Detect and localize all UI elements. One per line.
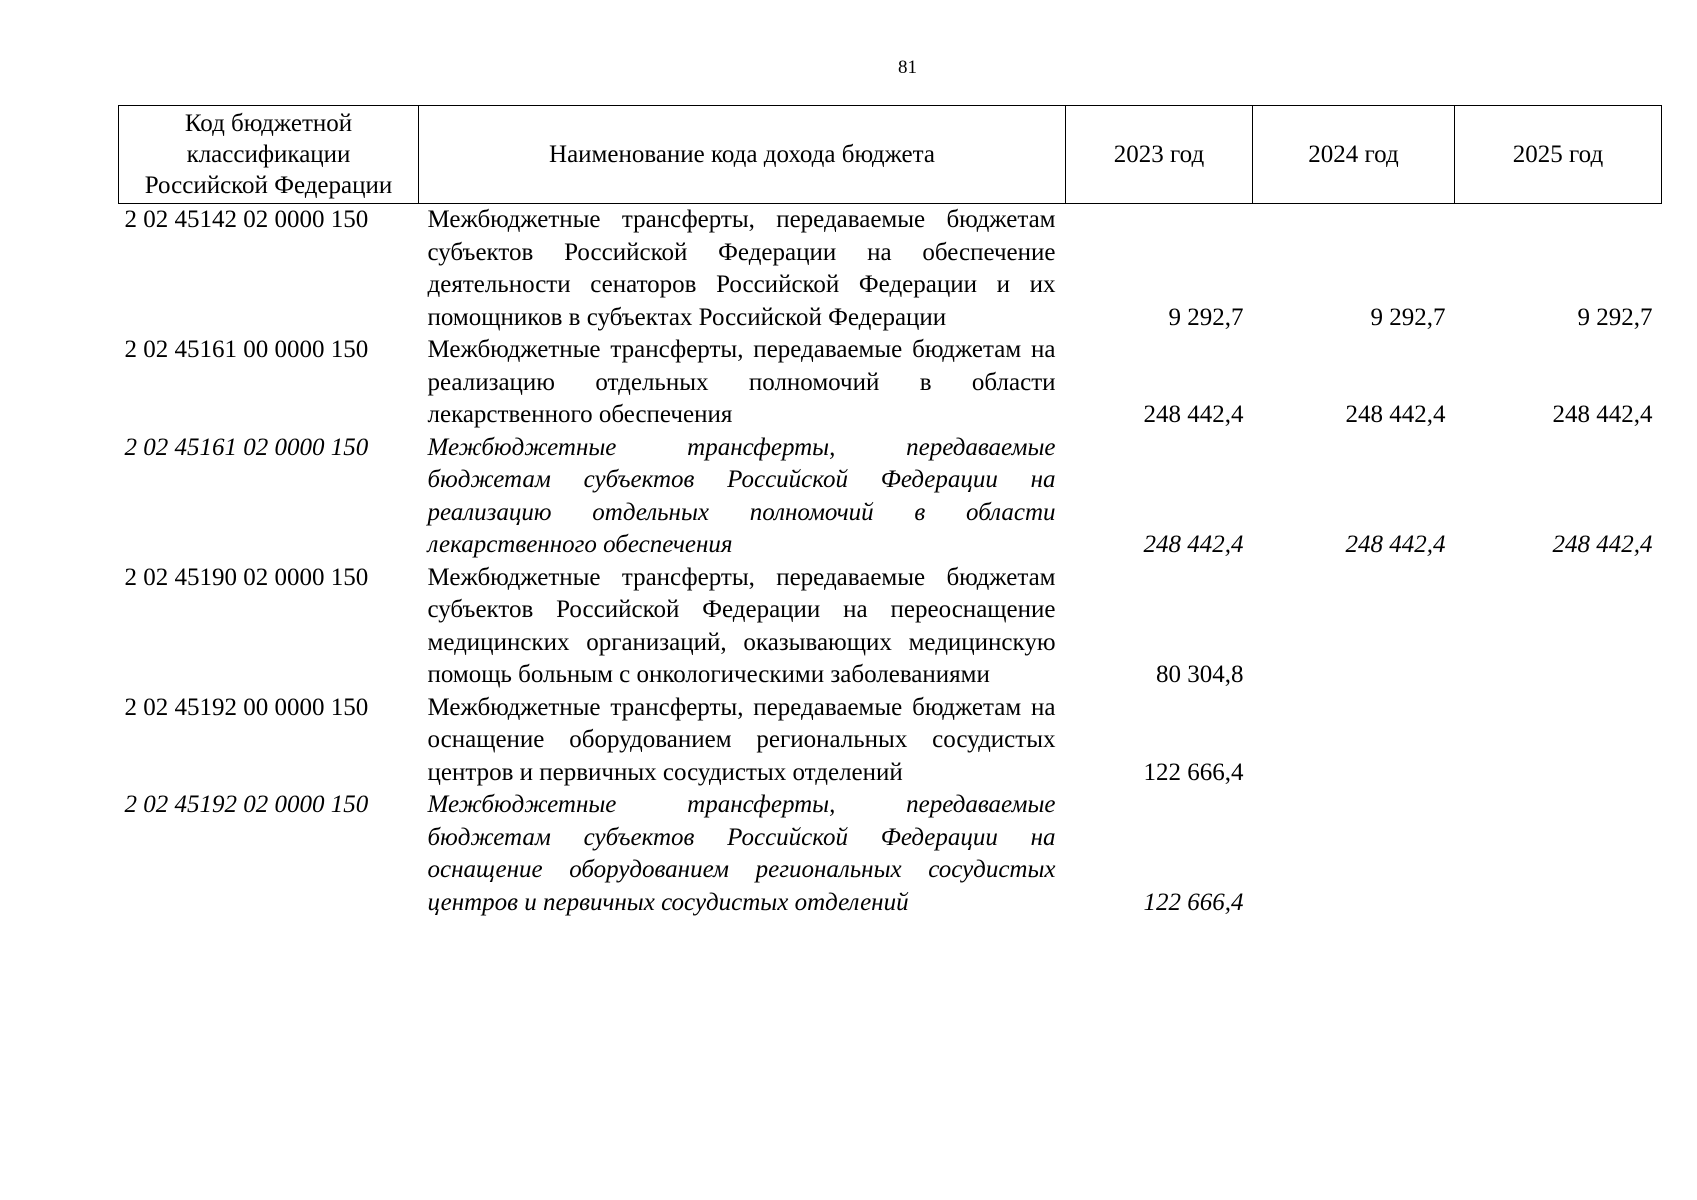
row-value-2023: 9 292,7 — [1168, 303, 1244, 331]
header-name: Наименование кода дохода бюджета — [419, 106, 1066, 204]
header-2024: 2024 год — [1253, 106, 1455, 204]
row-value-2023: 122 666,4 — [1143, 758, 1244, 786]
row-name: Межбюджетные трансферты, передаваемые бюджетам на реализацию отдельных полномочий в области лекарственного обеспечения — [427, 336, 1056, 428]
table-row — [119, 432, 1662, 562]
row-code: 2 02 45192 02 0000 150 — [124, 791, 369, 818]
row-value-2025: 248 442,4 — [1552, 531, 1653, 558]
row-code: 2 02 45192 00 0000 150 — [124, 693, 369, 721]
row-value-2023: 80 304,8 — [1156, 661, 1244, 688]
header-2023: 2023 год — [1066, 106, 1253, 204]
row-name: Межбюджетные трансферты, передаваемые бюджетам субъектов Российской Федерации на переоснащение медицинских организаций, оказывающих медицинскую помощь больным с онкологическими заболеваниями — [427, 563, 1056, 688]
row-value-2024: 9 292,7 — [1370, 303, 1446, 331]
row-name: Межбюджетные трансферты, передаваемые бюджетам на оснащение оборудованием региональных сосудистых центров и первичных сосудистых отделений — [427, 693, 1056, 786]
row-name: Межбюджетные трансферты, передаваемые бюджетам субъектов Российской Федерации на оснащение оборудованием региональных сосудистых центров и первичных сосудистых отделений — [427, 791, 1056, 916]
row-value-2023: 122 666,4 — [1143, 888, 1244, 916]
row-value-2025 — [1455, 692, 1662, 790]
row-code: 2 02 45142 02 0000 150 — [124, 206, 369, 233]
row-code: 2 02 45161 00 0000 150 — [124, 336, 369, 363]
row-name: Межбюджетные трансферты, передаваемые бюджетам субъектов Российской Федерации на реализацию отдельных полномочий в области лекарственного обеспечения — [427, 433, 1056, 558]
row-value-2024: 248 442,4 — [1345, 401, 1446, 428]
budget-revenue-table — [118, 105, 1662, 919]
table-row — [119, 334, 1662, 432]
table-body — [119, 204, 1662, 920]
row-value-2023: 248 442,4 — [1143, 531, 1244, 558]
row-name: Межбюджетные трансферты, передаваемые бюджетам субъектов Российской Федерации на обеспечение деятельности сенаторов Российской Федерации и их помощников в субъектах Российской Федерации — [427, 206, 1056, 331]
header-row — [119, 106, 1662, 204]
row-value-2024 — [1253, 562, 1455, 692]
row-value-2024: 248 442,4 — [1345, 531, 1446, 558]
page-number: 81 — [898, 57, 917, 78]
row-value-2025 — [1455, 562, 1662, 692]
table-header — [119, 106, 1662, 204]
row-value-2025: 9 292,7 — [1577, 303, 1653, 331]
row-code: 2 02 45190 02 0000 150 — [124, 563, 369, 591]
table-row — [119, 562, 1662, 692]
row-value-2024 — [1253, 789, 1455, 919]
table-row — [119, 692, 1662, 790]
header-code: Код бюджетной классификации Российской Федерации — [119, 106, 419, 204]
table-row — [119, 204, 1662, 335]
row-code: 2 02 45161 02 0000 150 — [124, 433, 369, 461]
row-value-2025: 248 442,4 — [1552, 401, 1653, 428]
row-value-2025 — [1455, 789, 1662, 919]
table-row — [119, 789, 1662, 919]
row-value-2024 — [1253, 692, 1455, 790]
row-value-2023: 248 442,4 — [1143, 401, 1244, 428]
header-2025: 2025 год — [1455, 106, 1662, 204]
